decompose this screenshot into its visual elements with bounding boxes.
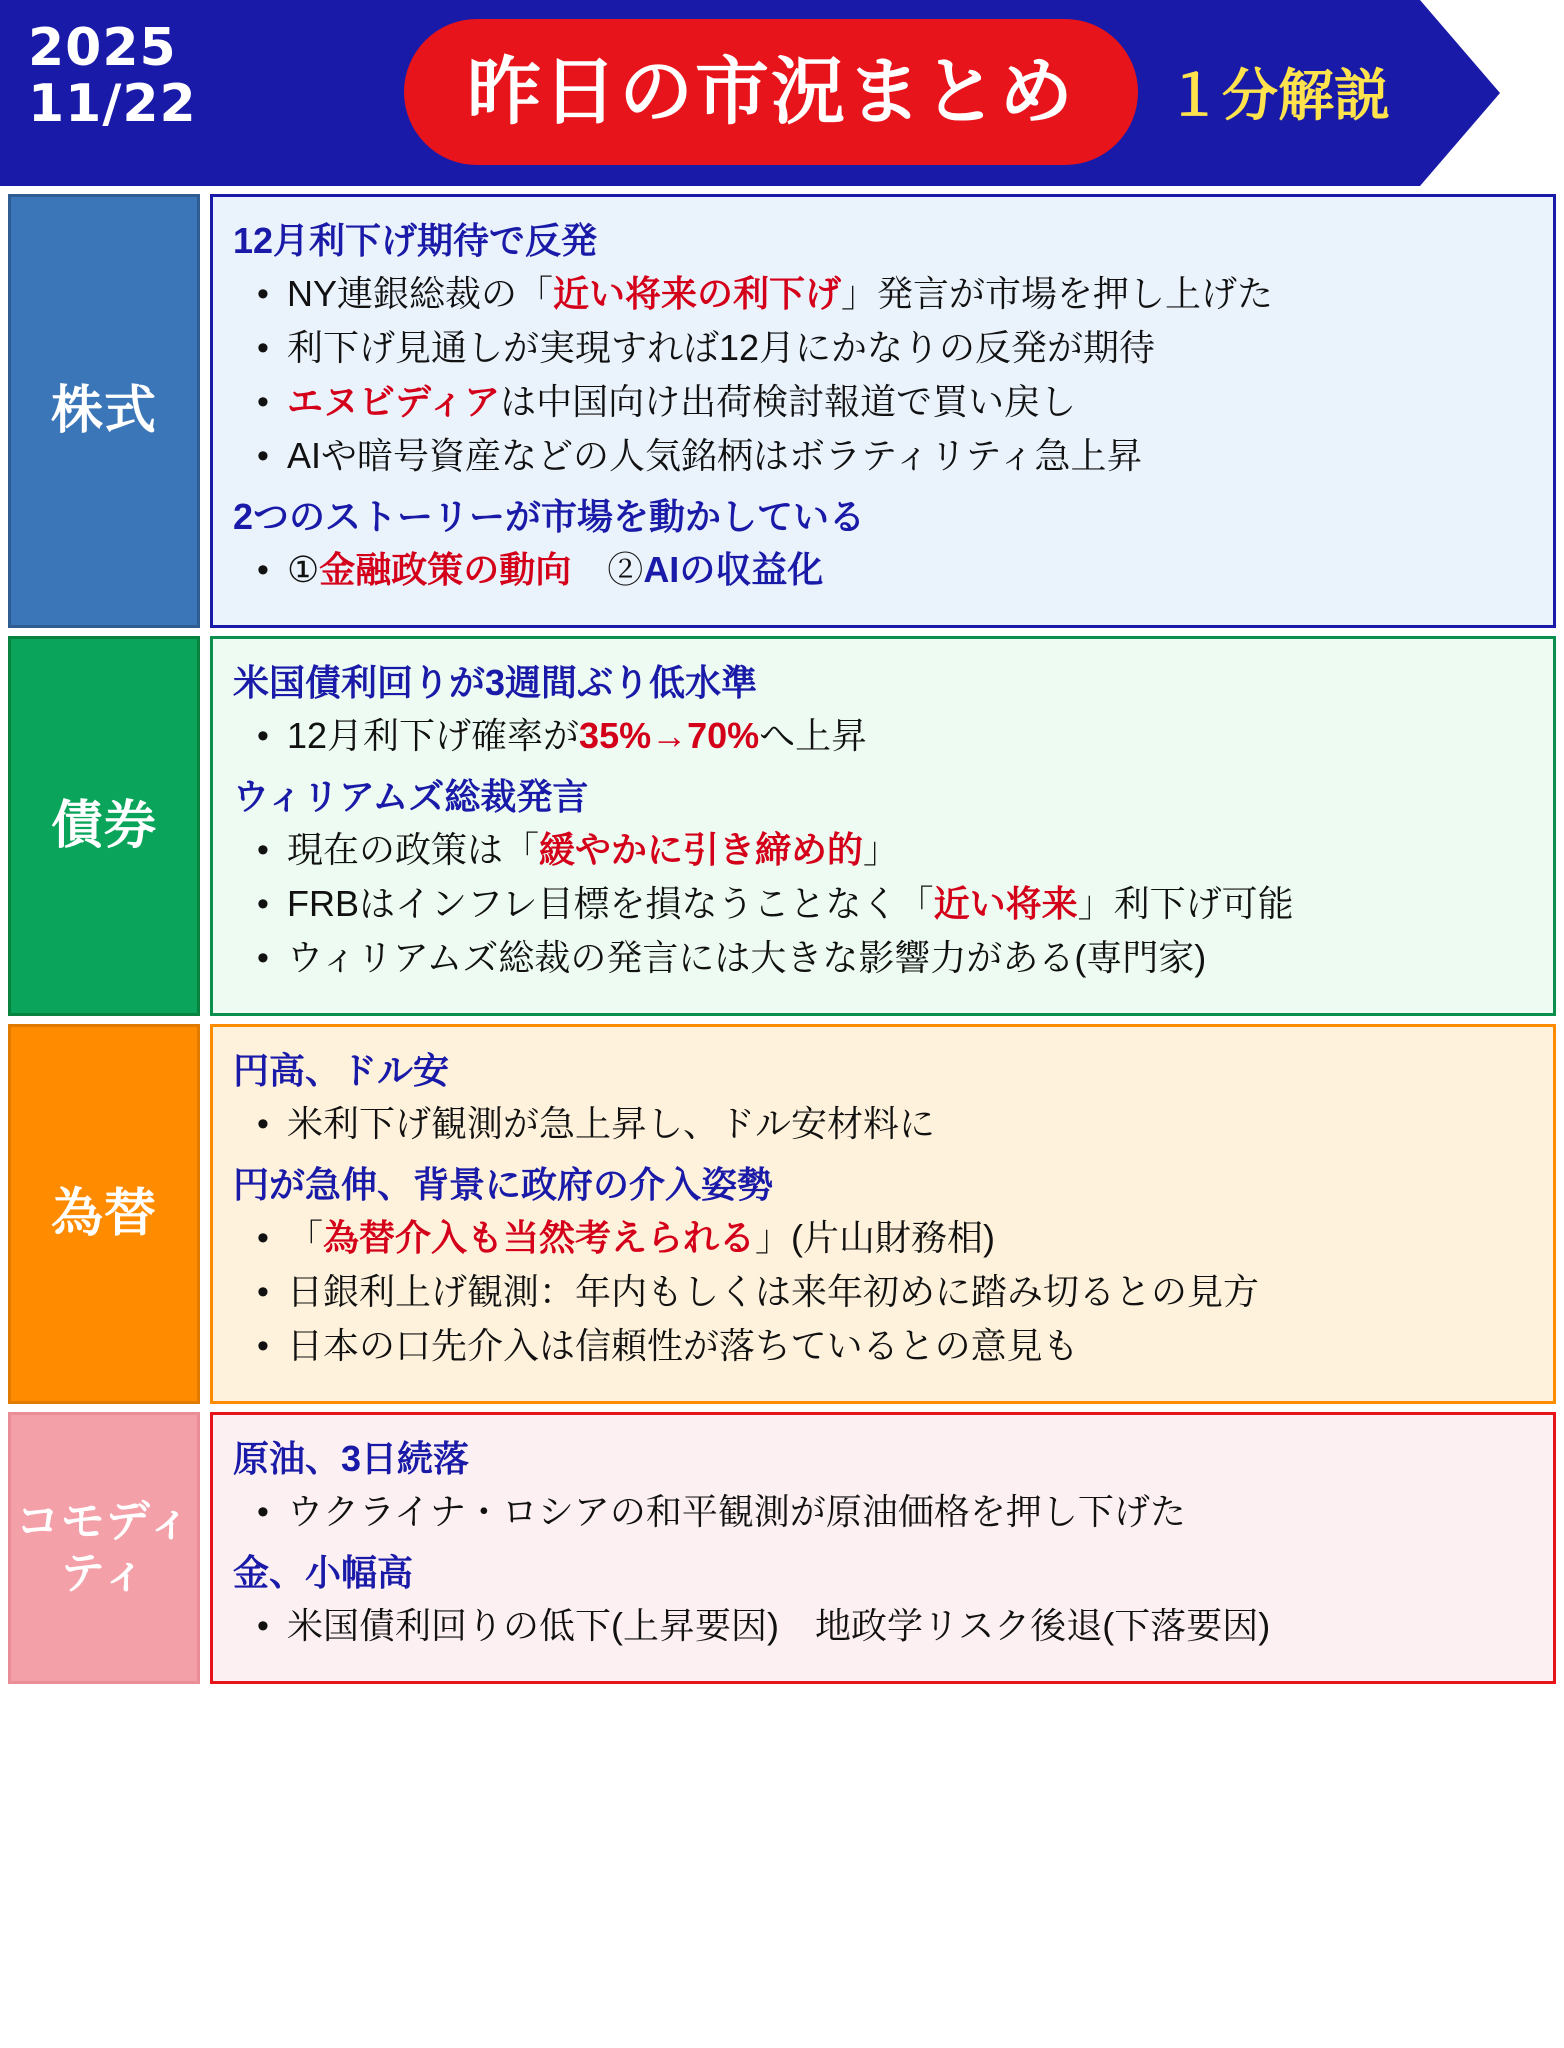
section-heading: 原油、3日続落	[233, 1438, 470, 1479]
bullet-item	[287, 1265, 1533, 1319]
bullet-item	[287, 375, 1533, 429]
highlight-red: 金融政策の動向	[319, 549, 572, 590]
bullet-item	[287, 543, 1533, 597]
text-run: 」発言が市場を押し上げた	[841, 273, 1274, 314]
bullet-list	[233, 1599, 1533, 1653]
section-heading: 12月利下げ期待で反発	[233, 220, 598, 261]
bullet-list	[233, 1097, 1533, 1151]
highlight-blue: AIの収益化	[643, 549, 824, 590]
section-label-commodity	[8, 1412, 200, 1684]
header-subtitle: １分解説	[1166, 64, 1390, 127]
section-heading: 米国債利回りが3週間ぶり低水準	[233, 662, 758, 703]
text-run: 」	[863, 829, 900, 870]
section-heading: 円が急伸、背景に政府の介入姿勢	[233, 1164, 774, 1205]
section-label-stock	[8, 194, 200, 628]
bullet-list	[233, 823, 1533, 985]
bullet-item	[287, 1599, 1533, 1653]
text-run: 日銀利上げ観測：年内もしくは来年初めに踏み切るとの見方	[287, 1271, 1260, 1312]
section-label-text: 債券	[50, 797, 157, 855]
section-fx	[8, 1024, 1556, 1404]
bullet-item	[287, 321, 1533, 375]
text-run: 」(片山財務相)	[755, 1217, 996, 1258]
text-run: ①	[287, 549, 320, 590]
text-run: FRBはインフレ目標を損なうことなく「	[287, 883, 934, 924]
section-body-commodity	[210, 1412, 1556, 1684]
section-label-fx	[8, 1024, 200, 1404]
text-run: ウクライナ・ロシアの和平観測が原油価格を押し下げた	[287, 1491, 1186, 1532]
section-body-stock	[210, 194, 1556, 628]
text-run: ②	[571, 549, 644, 590]
section-heading: 2つのストーリーが市場を動かしている	[233, 496, 866, 537]
bullet-item	[287, 709, 1533, 763]
section-label-text: 為替	[50, 1185, 157, 1243]
section-label-text: コモディティ	[15, 1497, 193, 1598]
text-run: 米国債利回りの低下(上昇要因) 地政学リスク後退(下落要因)	[287, 1605, 1271, 1646]
text-run: ウィリアムズ総裁の発言には大きな影響力がある(専門家)	[287, 937, 1207, 978]
header-title-pill	[404, 19, 1138, 165]
bullet-item	[287, 1097, 1533, 1151]
bullet-item	[287, 1485, 1533, 1539]
page-title: 昨日の市況まとめ	[467, 50, 1075, 133]
highlight-red: 近い将来	[933, 883, 1078, 924]
bullet-list	[233, 1211, 1533, 1373]
bullet-list	[233, 543, 1533, 597]
section-heading: 円高、ドル安	[233, 1050, 450, 1091]
bullet-list	[233, 267, 1533, 483]
text-run: へ上昇	[759, 715, 868, 756]
header-date-year: 2025	[28, 18, 177, 78]
section-body-bond	[210, 636, 1556, 1016]
text-run: NY連銀総裁の「	[287, 273, 554, 314]
text-run: 現在の政策は「	[287, 829, 540, 870]
text-run: AIや暗号資産などの人気銘柄はボラティリティ急上昇	[287, 435, 1143, 476]
bullet-item	[287, 1211, 1533, 1265]
section-label-bond	[8, 636, 200, 1016]
text-run: は中国向け出荷検討報道で買い戻し	[500, 381, 1077, 422]
header-banner	[0, 0, 1564, 186]
highlight-red: 35%→70%	[579, 715, 760, 756]
header-date	[28, 20, 197, 132]
bullet-item	[287, 877, 1533, 931]
highlight-red: 近い将来の利下げ	[553, 273, 842, 314]
text-run: 12月利下げ確率が	[287, 715, 580, 756]
bullet-item	[287, 1319, 1533, 1373]
text-run: 日本の口先介入は信頼性が落ちているとの意見も	[287, 1325, 1079, 1366]
section-body-fx	[210, 1024, 1556, 1404]
bullet-item	[287, 931, 1533, 985]
section-commodity	[8, 1412, 1556, 1684]
text-run: 米利下げ観測が急上昇し、ドル安材料に	[287, 1103, 936, 1144]
sections-container	[0, 194, 1564, 1692]
section-heading: ウィリアムズ総裁発言	[233, 776, 589, 817]
header-date-monthday: 11/22	[28, 74, 197, 134]
highlight-red: エヌビディア	[287, 381, 501, 422]
section-label-text: 株式	[50, 382, 157, 440]
bullet-item	[287, 267, 1533, 321]
bullet-item	[287, 823, 1533, 877]
bullet-item	[287, 429, 1533, 483]
text-run: 」利下げ可能	[1077, 883, 1294, 924]
highlight-red: 緩やかに引き締め的	[539, 829, 864, 870]
bullet-list	[233, 1485, 1533, 1539]
section-bond	[8, 636, 1556, 1016]
text-run: 利下げ見通しが実現すれば12月にかなりの反発が期待	[287, 327, 1156, 368]
highlight-red: 為替介入も当然考えられる	[323, 1217, 756, 1258]
bullet-list	[233, 709, 1533, 763]
text-run: 「	[287, 1217, 324, 1258]
section-heading: 金、小幅高	[233, 1552, 414, 1593]
section-stock	[8, 194, 1556, 628]
